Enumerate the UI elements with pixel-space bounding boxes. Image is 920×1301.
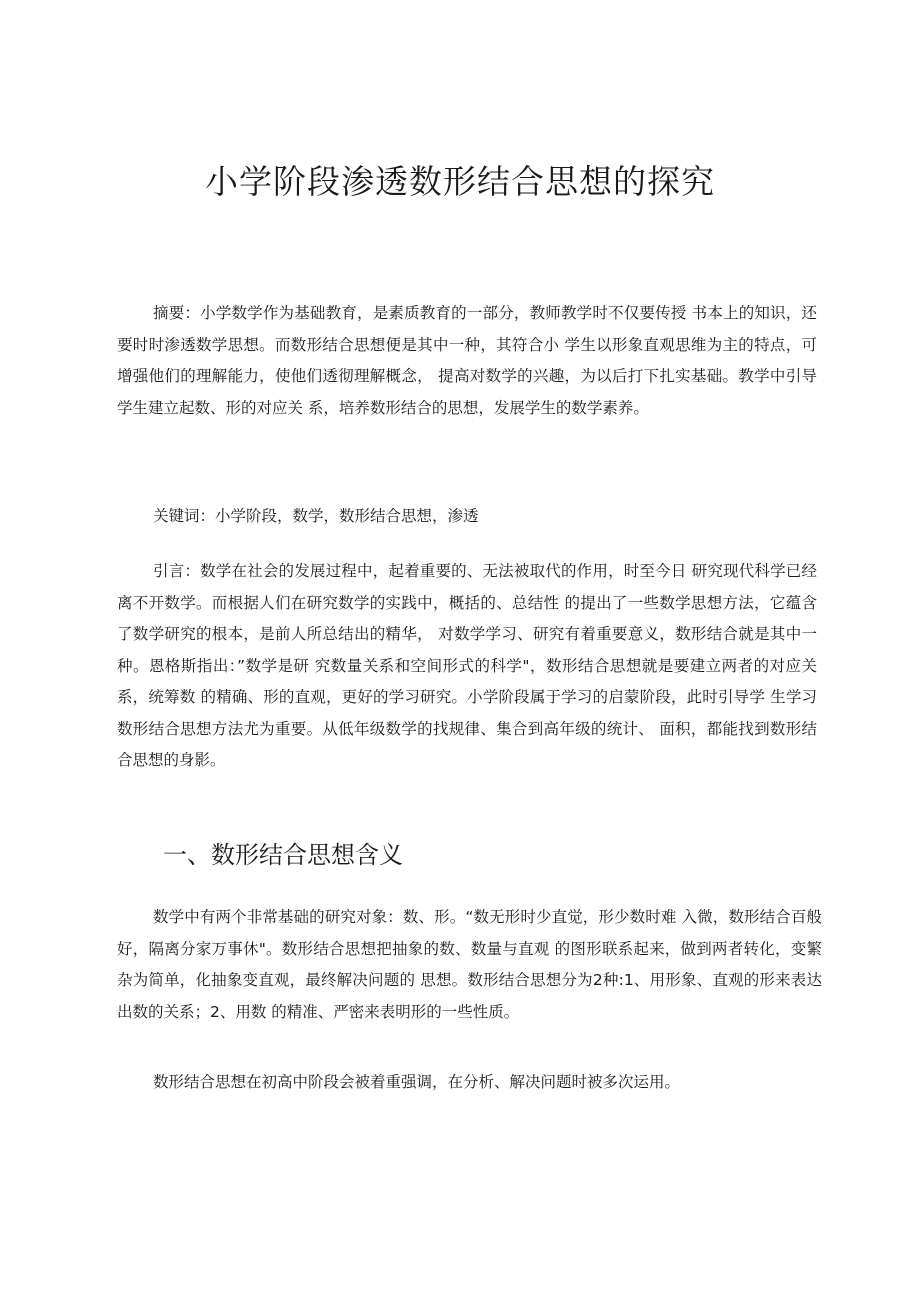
section-1-paragraph-2: 数形结合思想在初高中阶段会被着重强调，在分析、解决问题时被多次运用。 bbox=[153, 1073, 681, 1091]
keywords-paragraph: 关键词：小学阶段，数学，数形结合思想，渗透 bbox=[153, 507, 479, 525]
abstract-paragraph: 摘要：小学数学作为基础教育，是素质教育的一部分，教师教学时不仅要传授 书本上的知识，还要时时渗透数学思想。而数形结合思想便是其中一种，其符合小 学生以形象直观思维为主的特点，可增强他们的理解能力，使他们透彻理解概念， 提高对数学的兴趣，为以后打下扎实基础。教学中引导学生建立起数、形的对应关 系，培养数形结合的思想，发展学生的数学素养。 bbox=[117, 304, 817, 417]
introduction-paragraph: 引言：数学在社会的发展过程中，起着重要的、无法被取代的作用，时至今日 研究现代科学已经离不开数学。而根据人们在研究数学的实践中，概括的、总结性 的提出了一些数学思想方法，它蕴含了数学研究的根本，是前人所总结出的精华， 对数学学习、研究有着重要意义，数形结合就是其中一种。恩格斯指出：”数学是研 究数量关系和空间形式的科学"，数形结合思想就是要建立两者的对应关系，统筹数 的精确、形的直观，更好的学习研究。小学阶段属于学习的启蒙阶段，此时引导学 生学习数形结合思想方法尤为重要。从低年级数学的找规律、集合到高年级的统计、 面积，都能找到数形结合思想的身影。 bbox=[117, 562, 817, 769]
document-title: 小学阶段渗透数形结合思想的探究 bbox=[205, 162, 715, 201]
section-1-heading: 一、数形结合思想含义 bbox=[163, 841, 403, 869]
section-1-paragraph-1: 数学中有两个非常基础的研究对象：数、形。“数无形时少直觉，形少数时难 入微，数形结合百般好，隔离分家万事休"。数形结合思想把抽象的数、数量与直观 的图形联系起来，做到两者转化，变繁杂为简单，化抽象变直观，最终解决问题的 思想。数形结合思想分为2种:1、用形象、直观的形来表达出数的关系；2、用数 的精准、严密来表明形的一些性质。 bbox=[117, 908, 822, 1021]
